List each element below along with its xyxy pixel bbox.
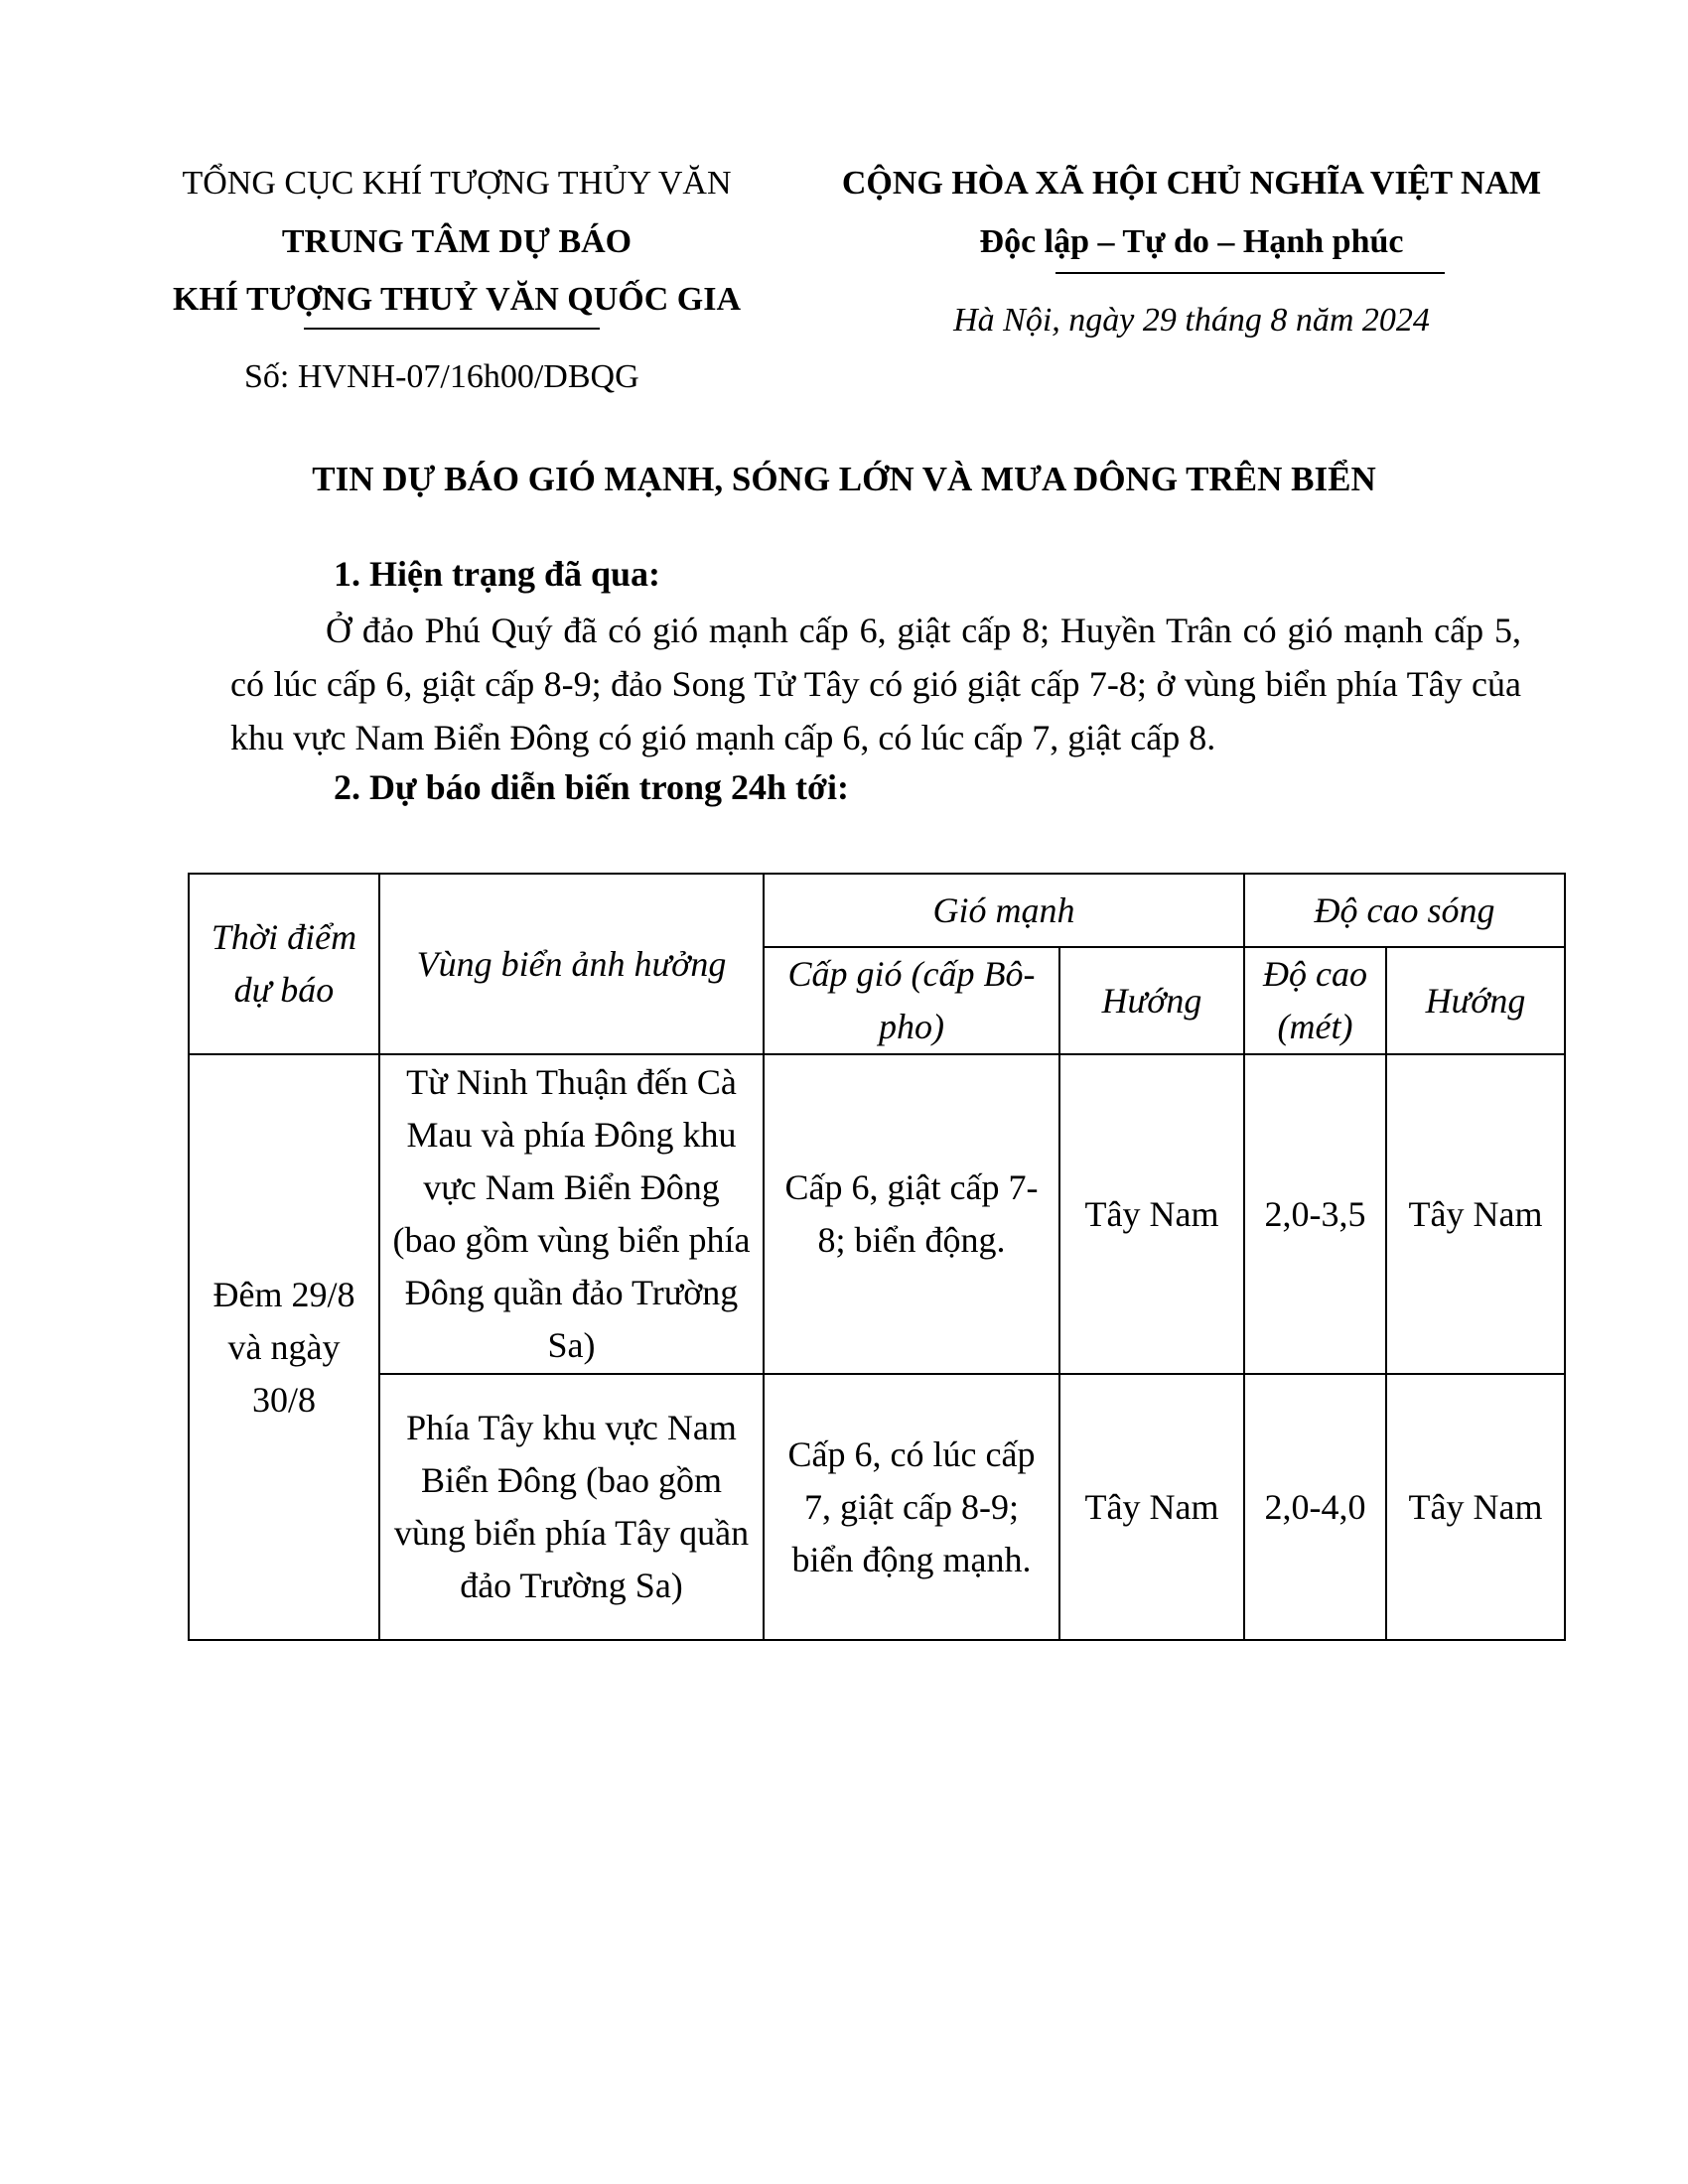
header-wind-level: Cấp gió (cấp Bô-pho)	[764, 947, 1059, 1054]
document-number: Số: HVNH-07/16h00/DBQG	[244, 358, 639, 395]
national-motto: Độc lập – Tự do – Hạnh phúc	[979, 223, 1404, 260]
center-name-line2: KHÍ TƯỢNG THUỶ VĂN QUỐC GIA	[172, 281, 742, 318]
section1-heading: 1. Hiện trạng đã qua:	[334, 554, 661, 594]
header-wind-direction: Hướng	[1059, 947, 1244, 1054]
table-row	[189, 1374, 1565, 1640]
table-header-row-1	[189, 874, 1565, 947]
wave-direction-cell: Tây Nam	[1386, 1374, 1565, 1640]
table-row	[189, 1054, 1565, 1374]
area-cell: Từ Ninh Thuận đến Cà Mau và phía Đông khu vực Nam Biển Đông (bao gồm vùng biển phía Đông quần đảo Trường Sa)	[379, 1054, 764, 1374]
wave-height-cell: 2,0-3,5	[1244, 1054, 1386, 1374]
left-header-underline	[304, 328, 600, 330]
header-wave-height-meters: Độ cao (mét)	[1244, 947, 1386, 1054]
header-wave-direction: Hướng	[1386, 947, 1565, 1054]
forecast-table	[188, 873, 1566, 1641]
right-header-underline	[1055, 272, 1445, 274]
forecast-time-cell: Đêm 29/8 và ngày 30/8	[189, 1054, 379, 1640]
document-title: TIN DỰ BÁO GIÓ MẠNH, SÓNG LỚN VÀ MƯA DÔNG TRÊN BIỂN	[312, 460, 1376, 498]
header-wave-height: Độ cao sóng	[1244, 874, 1565, 947]
header-affected-area: Vùng biển ảnh hưởng	[379, 874, 764, 1054]
wind-direction-cell: Tây Nam	[1059, 1374, 1244, 1640]
agency-name: TỔNG CỤC KHÍ TƯỢNG THỦY VĂN	[182, 165, 732, 202]
wave-direction-cell: Tây Nam	[1386, 1054, 1565, 1374]
country-name: CỘNG HÒA XÃ HỘI CHỦ NGHĨA VIỆT NAM	[841, 165, 1542, 202]
wind-level-cell: Cấp 6, giật cấp 7-8; biển động.	[764, 1054, 1059, 1374]
area-cell: Phía Tây khu vực Nam Biển Đông (bao gồm vùng biển phía Tây quần đảo Trường Sa)	[379, 1374, 764, 1640]
section2-heading: 2. Dự báo diễn biến trong 24h tới:	[334, 767, 849, 807]
wave-height-cell: 2,0-4,0	[1244, 1374, 1386, 1640]
header-strong-wind: Gió mạnh	[764, 874, 1244, 947]
center-name-line1: TRUNG TÂM DỰ BÁO	[281, 223, 633, 260]
wind-direction-cell: Tây Nam	[1059, 1054, 1244, 1374]
header-forecast-time: Thời điểm dự báo	[189, 874, 379, 1054]
wind-level-cell: Cấp 6, có lúc cấp 7, giật cấp 8-9; biển động mạnh.	[764, 1374, 1059, 1640]
place-and-date: Hà Nội, ngày 29 tháng 8 năm 2024	[953, 302, 1430, 339]
section1-body: Ở đảo Phú Quý đã có gió mạnh cấp 6, giật cấp 8; Huyền Trân có gió mạnh cấp 5, có lúc cấp 6, giật cấp 8-9; đảo Song Tử Tây có gió giật cấp 7-8; ở vùng biển phía Tây của khu vực Nam Biển Đông có gió mạnh cấp 6, có lúc cấp 7, giật cấp 8.	[230, 611, 1521, 757]
